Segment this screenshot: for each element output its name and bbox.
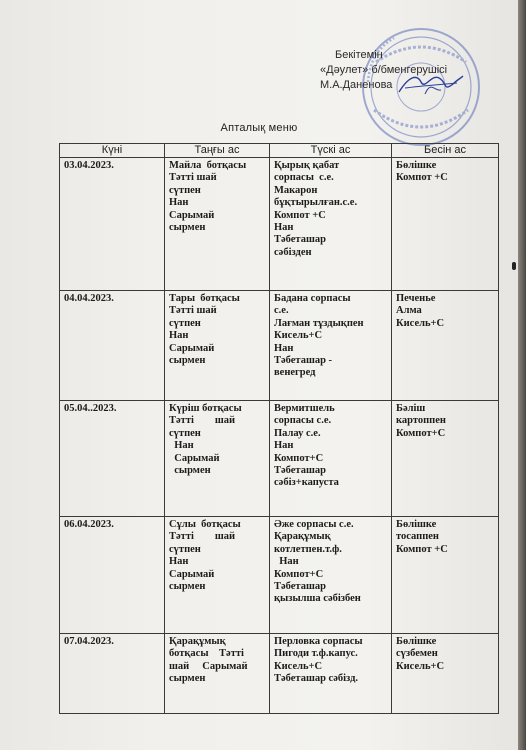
lunch-item: Тәбеташар сәбізд. — [274, 673, 359, 685]
breakfast-item: ботқасы Тәтті — [169, 648, 244, 660]
lunch-item: Компот +С — [274, 209, 326, 221]
breakfast-item: сырмен — [169, 355, 206, 367]
snack-cell — [392, 291, 499, 401]
snack-item: Бәліш — [396, 403, 426, 414]
lunch-item: Вермитшель — [274, 403, 335, 414]
column-header-breakfast: Таңғы ас — [165, 144, 270, 158]
breakfast-item: сырмен — [169, 581, 206, 593]
breakfast-item: Күріш ботқасы — [169, 403, 242, 414]
column-header-lunch: Түскі ас — [270, 144, 392, 158]
breakfast-item: сырмен — [169, 222, 206, 234]
lunch-item: бұқтырылған.с.е. — [274, 197, 358, 209]
breakfast-item: сүтпен — [169, 427, 201, 439]
snack-item: Бөлішке — [396, 636, 437, 647]
page-title: Апталық меню — [220, 122, 298, 134]
snack-item: Кисель+С — [396, 317, 445, 329]
snack-cell — [392, 517, 499, 634]
breakfast-cell — [165, 291, 270, 401]
snack-item: сүзбемен — [396, 648, 438, 660]
lunch-item: Нан — [274, 440, 294, 452]
breakfast-item: Тары ботқасы — [169, 293, 240, 304]
date-cell: 07.04.2023. — [60, 634, 165, 714]
lunch-item: Тәбеташар - — [274, 355, 333, 367]
lunch-item: сорпасы с.е. — [274, 172, 334, 184]
table-row — [60, 634, 499, 714]
breakfast-cell — [165, 517, 270, 634]
lunch-item: Тәбеташар — [274, 234, 326, 246]
lunch-item: Компот+С — [274, 568, 324, 580]
snack-cell — [392, 158, 499, 291]
breakfast-cell — [165, 634, 270, 714]
breakfast-item: сырмен — [169, 673, 206, 685]
breakfast-cell — [165, 158, 270, 291]
breakfast-item: Тәтті шай — [169, 305, 217, 317]
lunch-item: венегред — [274, 367, 316, 379]
column-header-snack: Бесін ас — [392, 144, 499, 158]
date-cell: 03.04.2023. — [60, 158, 165, 291]
lunch-item: Қырық қабат — [274, 160, 340, 171]
table-row — [60, 517, 499, 634]
table-row — [60, 158, 499, 291]
breakfast-item: сүтпен — [169, 543, 201, 555]
table-row — [60, 401, 499, 517]
lunch-cell — [270, 634, 392, 714]
snack-item: Бөлішке — [396, 160, 437, 171]
snack-item: Алма — [396, 305, 422, 317]
breakfast-item: Қарақұмық — [169, 636, 226, 647]
lunch-item: Макарон — [274, 184, 318, 196]
approval-line-1: Бекітемін — [335, 49, 383, 61]
lunch-item: Кисель+С — [274, 660, 323, 672]
snack-item: Печенье — [396, 293, 436, 304]
breakfast-item: Тәтті шай — [169, 531, 236, 543]
snack-item: Компот +С — [396, 172, 448, 184]
lunch-cell — [270, 517, 392, 634]
breakfast-item: сүтпен — [169, 317, 201, 329]
lunch-cell — [270, 401, 392, 517]
lunch-cell — [270, 158, 392, 291]
breakfast-item: Сарымай — [169, 209, 215, 221]
snack-item: Компот+С — [396, 427, 446, 439]
ink-mark — [512, 262, 516, 270]
lunch-item: сәбіз+капуста — [274, 477, 339, 489]
date-cell: 04.04.2023. — [60, 291, 165, 401]
breakfast-item: Нан — [169, 330, 189, 342]
lunch-item: Компот+С — [274, 452, 324, 464]
lunch-item: Қарақұмық — [274, 531, 331, 543]
breakfast-item: Майла ботқасы — [169, 160, 247, 171]
date-cell: 06.04.2023. — [60, 517, 165, 634]
lunch-item: с.е. — [274, 305, 289, 317]
approval-line-2: «Дәулет» б/бменгерушісі — [320, 64, 448, 76]
snack-item: Компот +С — [396, 543, 448, 555]
snack-item: тосаппен — [396, 531, 439, 543]
breakfast-cell — [165, 401, 270, 517]
lunch-item: сорпасы с.е. — [274, 415, 332, 427]
lunch-item: Кисель+С — [274, 330, 323, 342]
breakfast-item: сүтпен — [169, 184, 201, 196]
breakfast-item: Сарымай — [169, 568, 215, 580]
lunch-item: сәбізден — [274, 246, 312, 258]
breakfast-item: Сарымай — [169, 452, 220, 464]
table-header-row — [60, 144, 499, 158]
snack-item: картоппен — [396, 415, 446, 427]
lunch-item: Нан — [274, 556, 299, 568]
weekly-menu-table — [59, 143, 499, 714]
lunch-item: Әже сорпасы с.е. — [274, 519, 354, 530]
snack-cell — [392, 401, 499, 517]
lunch-item: Пигоди т.ф.капус. — [274, 648, 358, 660]
approval-line-3: М.А.Даненова — [320, 79, 393, 91]
handwritten-signature — [395, 70, 465, 100]
snack-item: Бөлішке — [396, 519, 437, 530]
snack-item: Кисель+С — [396, 660, 445, 672]
breakfast-item: Сұлы ботқасы — [169, 519, 241, 530]
breakfast-item: Нан — [169, 197, 189, 209]
lunch-cell — [270, 291, 392, 401]
breakfast-item: шай Сарымай — [169, 660, 248, 672]
breakfast-item: Тәтті шай — [169, 415, 236, 427]
breakfast-item: Сарымай — [169, 342, 215, 354]
breakfast-item: сырмен — [169, 465, 211, 477]
lunch-item: Нан — [274, 342, 294, 354]
lunch-item: Перловка сорпасы — [274, 636, 363, 647]
breakfast-item: Тәтті шай — [169, 172, 217, 184]
paper-edge-shadow — [518, 0, 526, 750]
column-header-date: Күні — [60, 144, 165, 158]
table-row — [60, 291, 499, 401]
lunch-item: Тәбеташар — [274, 465, 326, 477]
date-cell: 05.04..2023. — [60, 401, 165, 517]
lunch-item: Нан — [274, 222, 294, 234]
snack-cell — [392, 634, 499, 714]
lunch-item: Тәбеташар — [274, 581, 326, 593]
lunch-item: котлетпен.т.ф. — [274, 543, 342, 555]
breakfast-item: Нан — [169, 440, 194, 452]
lunch-item: Бадана сорпасы — [274, 293, 351, 304]
lunch-item: Палау с.е. — [274, 427, 321, 439]
breakfast-item: Нан — [169, 556, 189, 568]
lunch-item: Лағман тұздықпен — [274, 317, 364, 329]
lunch-item: қызылша сәбізбен — [274, 593, 361, 605]
